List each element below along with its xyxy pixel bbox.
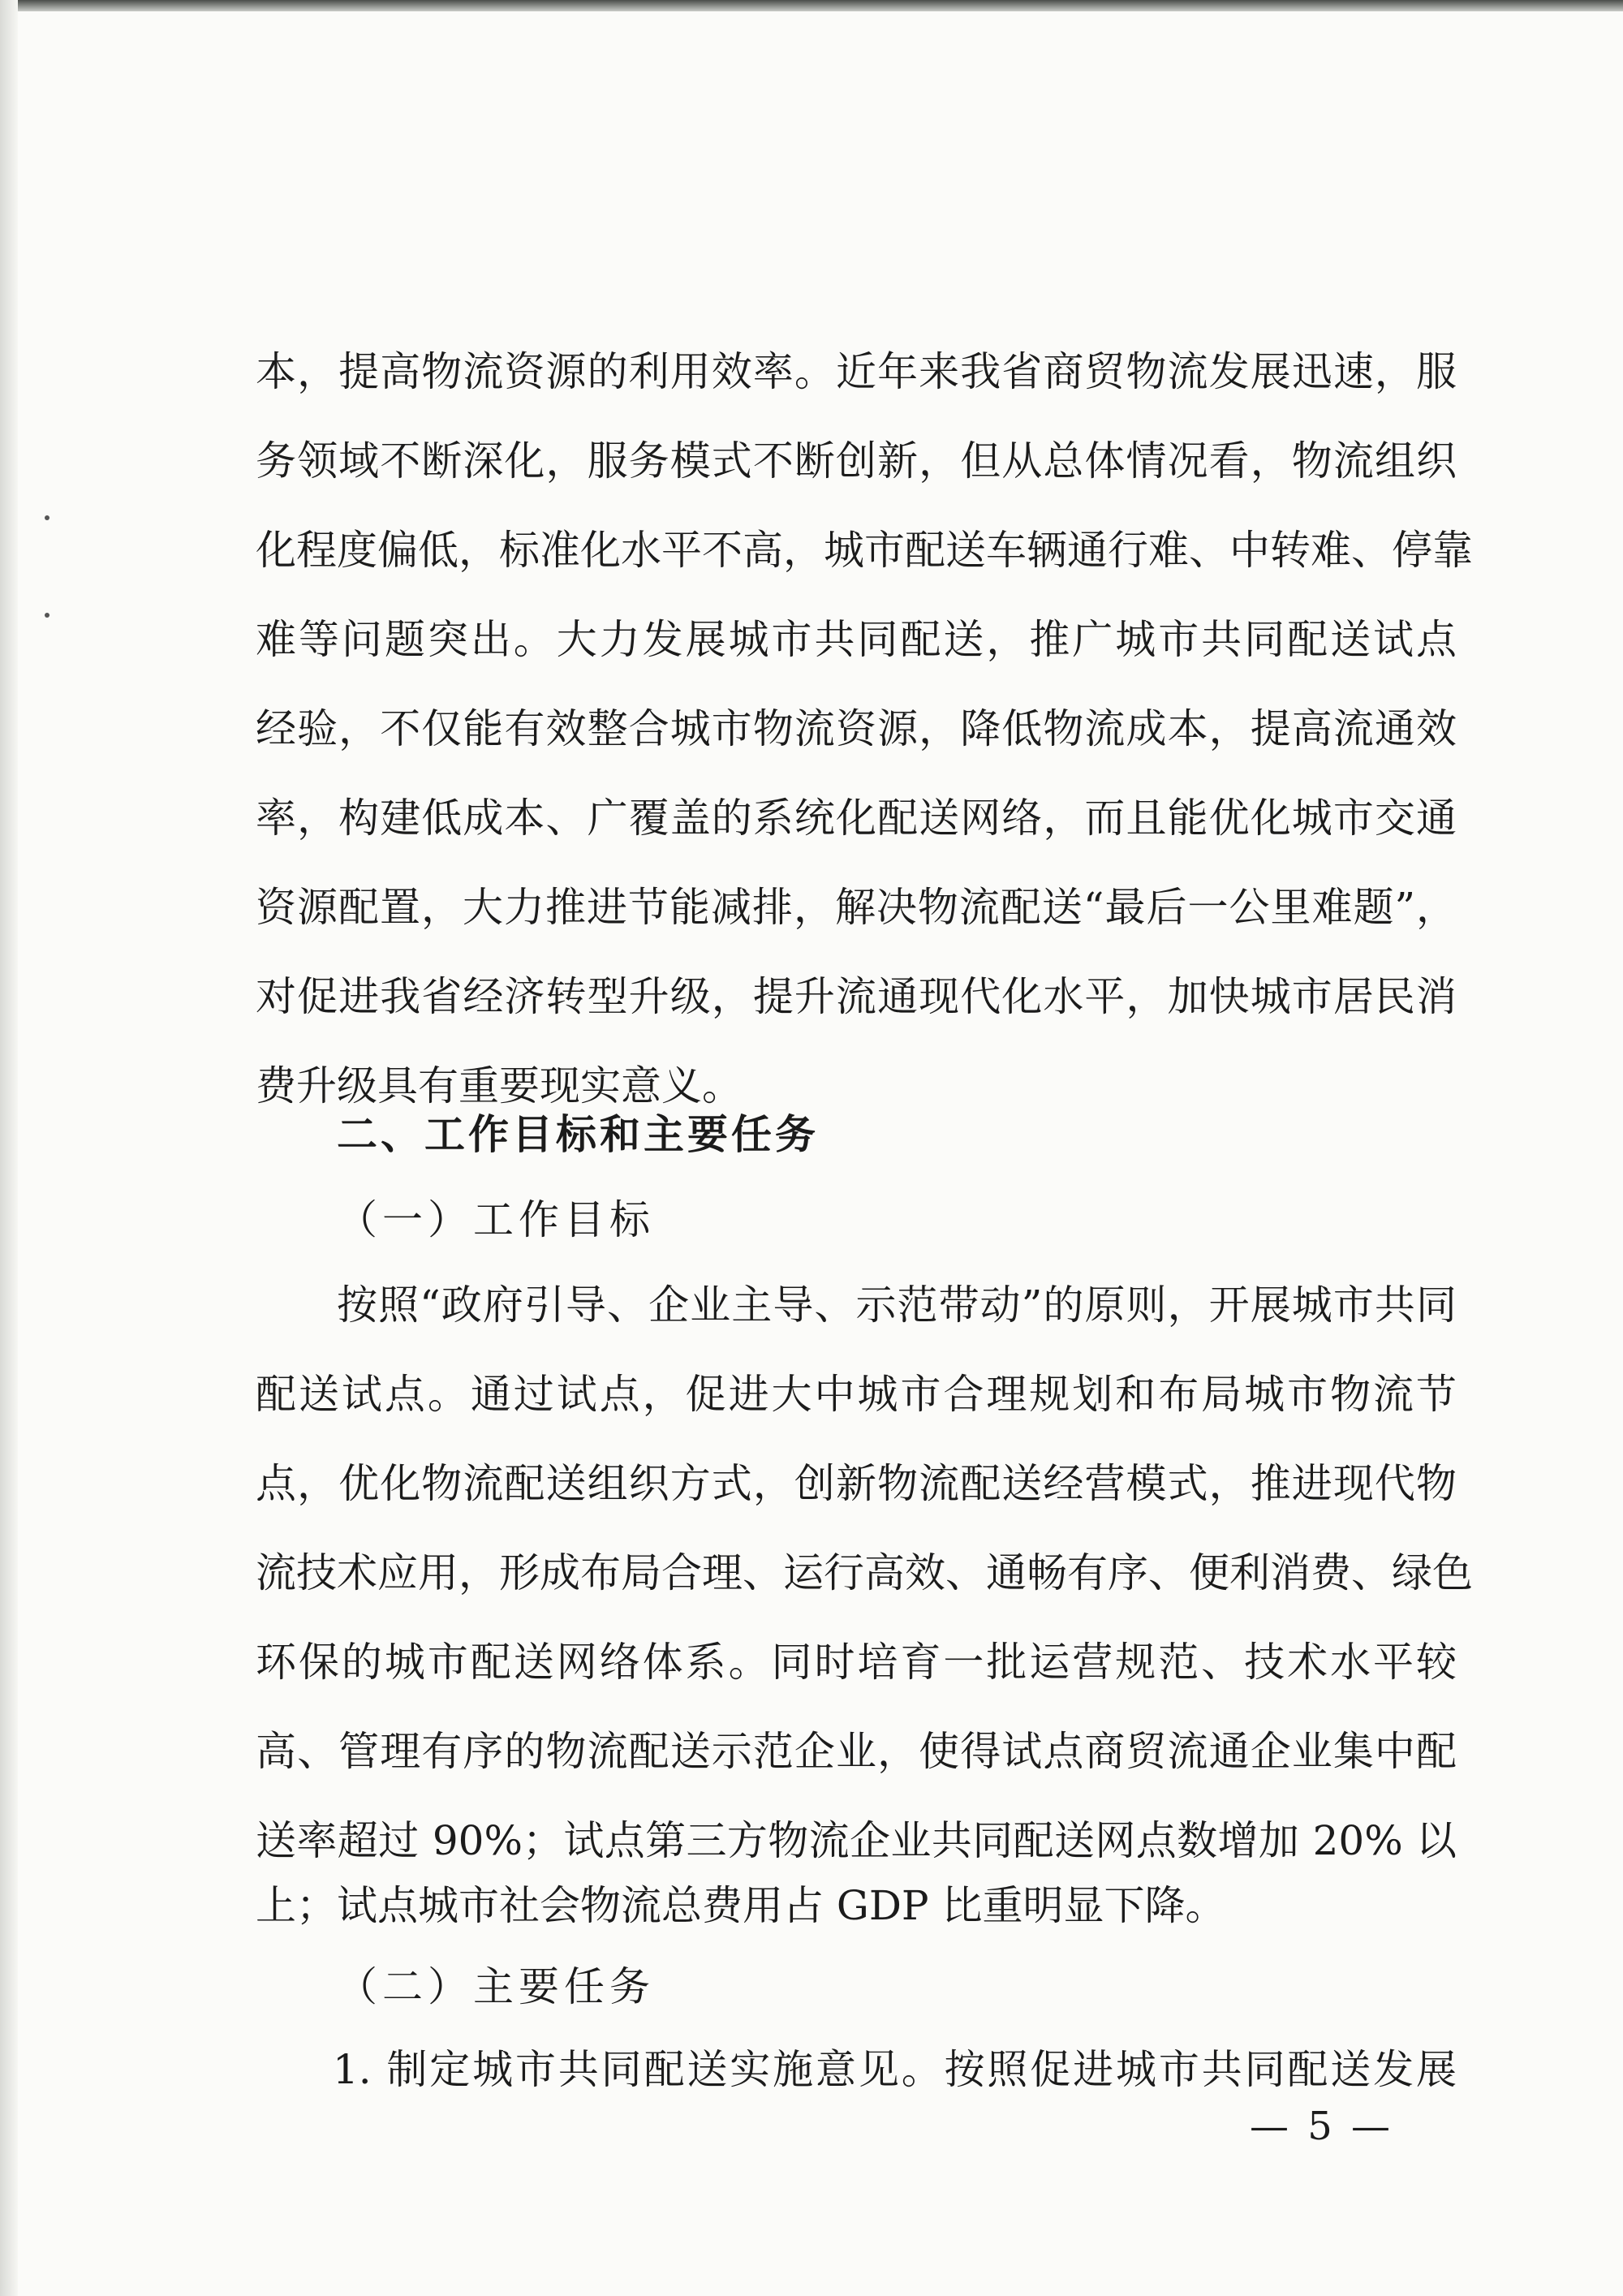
paragraph-line: 按照“政府引导、企业主导、示范带动”的原则，开展城市共同	[337, 1282, 1457, 1329]
paragraph-line: 资源配置，大力推进节能减排，解决物流配送“最后一公里难题”，	[256, 884, 1457, 931]
paragraph-line: 高、管理有序的物流配送示范企业，使得试点商贸流通企业集中配	[256, 1728, 1457, 1775]
paragraph-line: 化程度偏低，标准化水平不高，城市配送车辆通行难、中转难、停靠	[256, 527, 1473, 574]
paragraph-line: 率，构建低成本、广覆盖的系统化配送网络，而且能优化城市交通	[256, 795, 1457, 842]
paragraph-line: 经验，不仅能有效整合城市物流资源，降低物流成本，提高流通效	[256, 705, 1457, 752]
paragraph-line: 送率超过 90%；试点第三方物流企业共同配送网点数增加 20% 以	[256, 1817, 1457, 1864]
paragraph-line: 上；试点城市社会物流总费用占 GDP 比重明显下降。	[256, 1882, 1226, 1929]
subheading: （二）主要任务	[337, 1963, 655, 2010]
paragraph-line: 本，提高物流资源的利用效率。近年来我省商贸物流发展迅速，服	[256, 348, 1457, 395]
page-number: — 5 —	[1250, 2104, 1394, 2149]
section-heading: 二、工作目标和主要任务	[337, 1111, 819, 1158]
paragraph-line: 难等问题突出。大力发展城市共同配送，推广城市共同配送试点	[256, 616, 1457, 663]
paragraph-line: 配送试点。通过试点，促进大中城市合理规划和布局城市物流节	[256, 1371, 1457, 1418]
paragraph-line: 务领域不断深化，服务模式不断创新，但从总体情况看，物流组织	[256, 437, 1457, 485]
paragraph-line: 对促进我省经济转型升级，提升流通现代化水平，加快城市居民消	[256, 973, 1457, 1020]
paragraph-line: 流技术应用，形成布局合理、运行高效、通畅有序、便利消费、绿色	[256, 1549, 1473, 1596]
paragraph-line: 点，优化物流配送组织方式，创新物流配送经营模式，推进现代物	[256, 1460, 1457, 1507]
paragraph-line: 环保的城市配送网络体系。同时培育一批运营规范、技术水平较	[256, 1639, 1457, 1686]
paragraph-line: 费升级具有重要现实意义。	[256, 1062, 743, 1109]
paragraph-line: 1. 制定城市共同配送实施意见。按照促进城市共同配送发展	[333, 2046, 1457, 2093]
subheading: （一）工作目标	[337, 1196, 655, 1243]
